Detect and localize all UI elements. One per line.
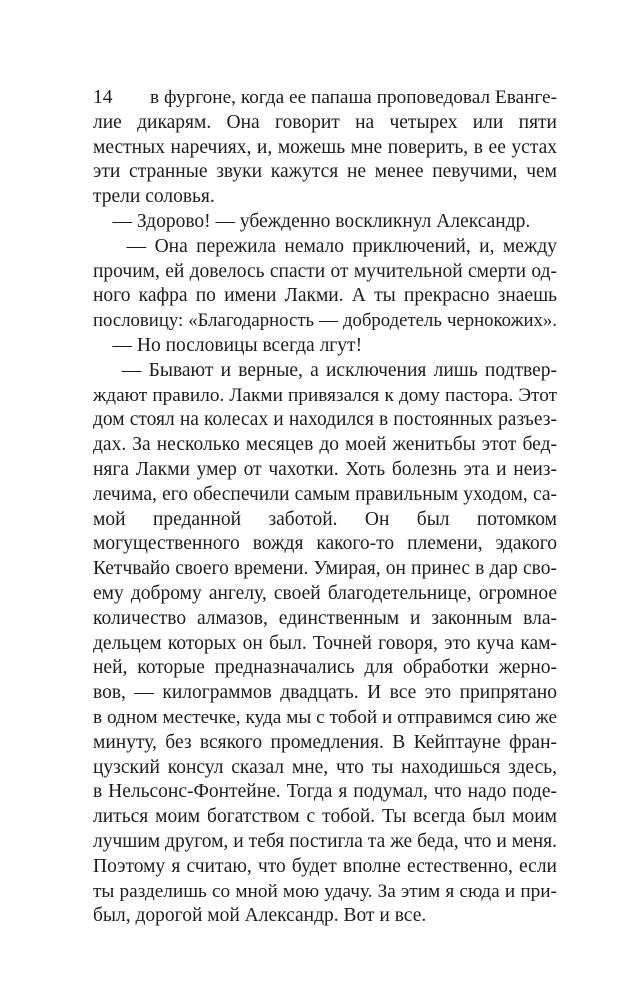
page-number: 14 bbox=[93, 87, 113, 108]
text-line: литься моим богатством с тобой. Ты всегда был моим bbox=[93, 806, 557, 828]
text-line: — Она пережила немало приключений, и, между bbox=[93, 235, 557, 257]
text-line: Поэтому я считаю, что будет вполне естественно, если bbox=[93, 855, 557, 877]
text-line: мой преданной заботой. Он был потомком bbox=[93, 508, 557, 530]
text-line: количество алмазов, единственным и законным вла- bbox=[93, 607, 557, 629]
text-line: дом стоял на колесах и находился в постоянных разъез- bbox=[93, 409, 557, 431]
text-line: лучшим другом, и тебя постигла та же беда, что и меня. bbox=[93, 830, 557, 852]
text-line: — Но пословицы всегда лгут! bbox=[93, 334, 363, 356]
text-line: Кетчвайо своего времени. Умирая, он принес в дар сво- bbox=[93, 558, 557, 580]
text-line: — Бывают и верные, а исключения лишь подтвер- bbox=[93, 359, 557, 381]
text-line: лие дикарям. Она говорит на четырех или пяти bbox=[93, 111, 557, 133]
text-line: в одном местечке, куда мы с тобой и отправимся сию же bbox=[93, 706, 557, 728]
text-line: ней, которые предназначались для обработки жерно- bbox=[93, 657, 557, 679]
text-line: ты разделишь со мной мою удачу. За этим я сюда и при- bbox=[93, 880, 557, 902]
text-line: ему доброму ангелу, своей благодетельнице, огромное bbox=[93, 582, 557, 604]
text-line: няга Лакми умер от чахотки. Хоть болезнь эта и неиз- bbox=[93, 458, 557, 480]
text-line: — Здорово! — убежденно воскликнул Александр. bbox=[93, 210, 531, 232]
text-line: лечима, его обеспечили самым правильным уходом, са- bbox=[93, 483, 557, 505]
text-line: дах. За несколько месяцев до моей женитьбы этот бед- bbox=[93, 434, 557, 456]
text-line: трели соловья. bbox=[93, 186, 215, 208]
text-line: прочим, ей довелось спасти от мучительной смерти од- bbox=[93, 260, 557, 282]
text-line: цузский консул сказал мне, что ты находишься здесь, bbox=[93, 756, 557, 778]
text-line: пословицу: «Благодарность — добродетель чернокожих». bbox=[93, 310, 557, 332]
text-line: минуту, без всякого промедления. В Кейптауне фран- bbox=[93, 731, 557, 753]
text-line: эти странные звуки кажутся не менее певучими, чем bbox=[93, 161, 557, 183]
text-line: могущественного вождя какого-то племени, эдакого bbox=[93, 533, 557, 555]
text-line: вов, — килограммов двадцать. И все это припрятано bbox=[93, 682, 557, 704]
text-line-first: в фургоне, когда ее папаша проповедовал Еванге- bbox=[150, 87, 557, 108]
text-line: в Нельсонс-Фонтейне. Тогда я подумал, что надо поде- bbox=[93, 781, 557, 803]
text-line: дельцем которых он был. Точней говоря, это куча кам- bbox=[93, 632, 557, 654]
body-text bbox=[93, 111, 557, 929]
text-line: местных наречиях, и, можешь мне поверить, в ее устах bbox=[93, 136, 557, 158]
text-line: был, дорогой мой Александр. Вот и все. bbox=[93, 905, 427, 927]
text-line: ждают правило. Лакми привязался к дому пастора. Этот bbox=[93, 384, 557, 406]
text-line: ного кафра по имени Лакми. А ты прекрасно знаешь bbox=[93, 285, 557, 307]
first-line-block bbox=[150, 86, 557, 111]
